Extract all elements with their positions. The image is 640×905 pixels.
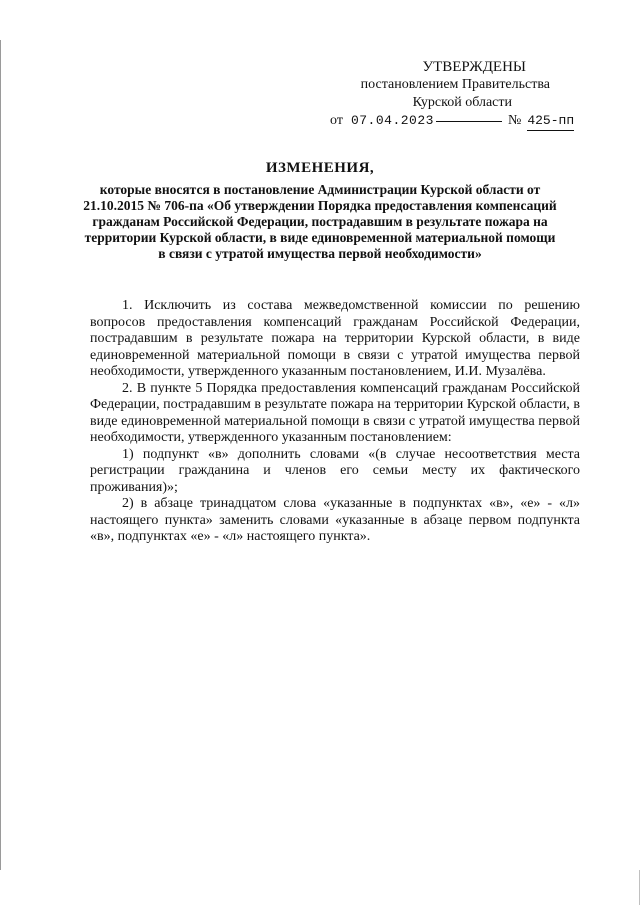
approval-number: 425-пп [527, 112, 574, 131]
paragraph-2-sub-2: 2) в абзаце тринадцатом слова «указанные в подпунктах «в», «е» - «л» настоящего пункта» заменить словами «указанные в абзаце первом подпункта «в», подпунктах «е» - «л» настоящего пункта». [90, 496, 580, 544]
approval-authority: постановлением Правительства [360, 77, 550, 92]
number-label: № [507, 113, 522, 128]
approval-region: Курской области [412, 95, 512, 110]
document-title: ИЗМЕНЕНИЯ, [265, 160, 375, 176]
paragraph-2: 2. В пункте 5 Порядка предоставления компенсаций гражданам Российской Федерации, пострадавшим в результате пожара на территории Курской области, в виде единовременной материальной помощи в связи с утратой имущества первой необходимости, утвержденного указанным постановлением: [90, 380, 580, 445]
approval-date: 07.04.2023 [350, 113, 434, 128]
paragraph-2-sub-1: 1) подпункт «в» дополнить словами «(в случае несоответствия места регистрации гражданина и членов его семьи месту их фактического проживания)»; [90, 446, 580, 495]
date-prefix: от [330, 113, 343, 128]
approval-date-number [330, 112, 590, 131]
approval-heading: УТВЕРЖДЕНЫ [422, 59, 526, 75]
document-subtitle: которые вносятся в постановление Администрации Курской области от 21.10.2015 № 706-па «Об утверждении Порядка предоставления компенсаций гражданам Российской Федерации, пострадавшим в результате пожара на территории Курской области, в виде единовременной материальной помощи в связи с утратой имущества первой необходимости» [83, 182, 557, 261]
document-body [90, 298, 580, 546]
approval-block [330, 58, 590, 131]
date-underline [436, 121, 502, 122]
paragraph-1: 1. Исключить из состава межведомственной комиссии по решению вопросов предоставления компенсаций гражданам Российской Федерации, пострадавшим в результате пожара на территории Курской области, в виде единовременной материальной помощи в связи с утратой имущества первой необходимости, утвержденного указанным постановлением, И.И. Музалёва. [90, 298, 580, 379]
